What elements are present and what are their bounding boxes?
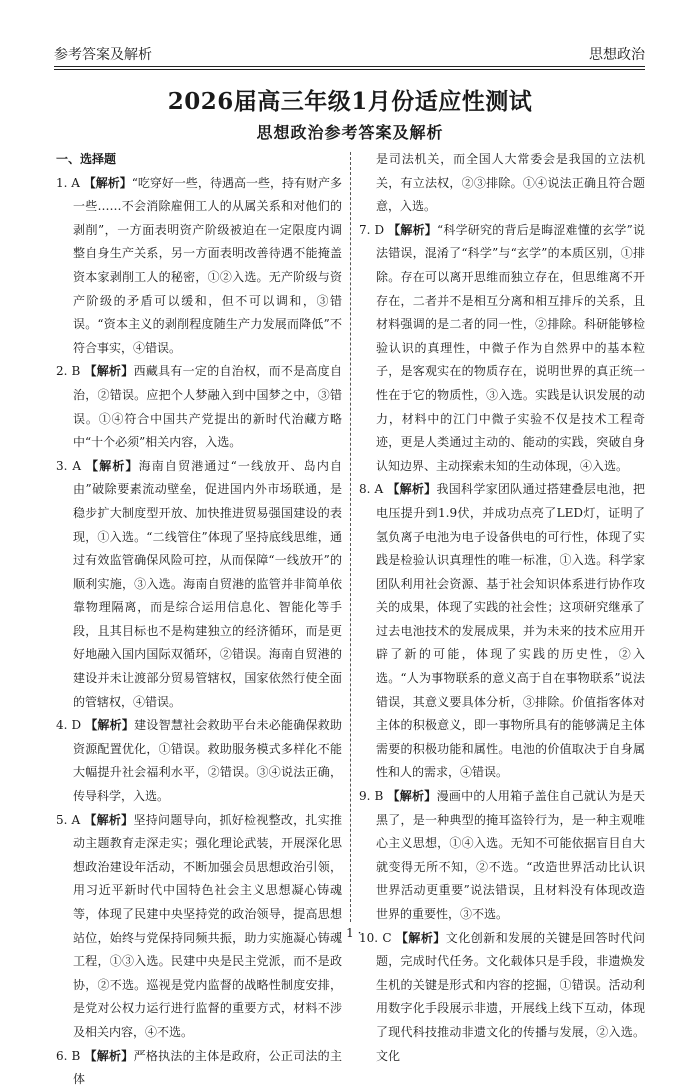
analysis-tag: 【解析】 <box>84 812 134 827</box>
answer-text: 建设智慧社会救助平台未必能确保救助资源配置优化，①错误。救助服务模式多样化不能大幅提升社会福利水平，②错误。③④说法正确，传导科学，入选。 <box>73 718 342 804</box>
column-divider <box>350 152 351 922</box>
analysis-tag: 【解析】 <box>86 458 139 473</box>
answer-item-1 <box>56 172 342 361</box>
answer-item-4 <box>56 714 342 808</box>
answer-text: 西藏具有一定的自治权，而不是高度自治，②错误。应把个人梦融入到中国梦之中，③错误。①④符合中国共产党提出的新时代治藏方略中“十个必须”相关内容，入选。 <box>73 364 342 450</box>
answer-item-6-continued: 是司法机关，而全国人大常委会是我国的立法机关，有立法权，②③排除。①④说法正确且符合题意，入选。 <box>376 152 645 214</box>
answer-text: “吃穿好一些，待遇高一些，持有财产多一些……不会消除雇佣工人的从属关系和对他们的剥削”，一方面表明资产阶级被迫在一定限度内调整自身生产关系，另一方面表明改善待遇不能掩盖资本家剥削工人的秘密，①②入选。无产阶级与资产阶级的矛盾可以缓和，但不可以调和，③错误。“资本主义的剥削程度随生产力发展而降低”不符合事实，④错误。 <box>73 175 342 355</box>
analysis-tag: 【解析】 <box>85 718 135 733</box>
answer-text: 文化创新和发展的关键是回答时代问题，完成时代任务。文化载体只是手段，非遗焕发生机的关键是形式和内容的挖掘，①错误。活动利用数字化手段展示非遗，开展线上线下互动，体现了现代科技推动非遗文化的传播与发展，②入选。文化 <box>376 930 645 1063</box>
page-number: · 1 · <box>338 926 362 940</box>
answer-number: 8. A <box>359 482 384 497</box>
answer-number: 3. A <box>56 458 82 473</box>
answer-number: 1. A <box>56 175 80 190</box>
analysis-tag: 【解析】 <box>388 222 438 237</box>
header-subject-label: 思想政治 <box>589 47 645 63</box>
answer-text: 漫画中的人用箱子盖住自己就认为是天黑了，是一种典型的掩耳盗铃行为，是一种主观唯心主义思想，①④入选。无知不可能依据盲目自大就变得无所不知，②不选。“改造世界活动比认识世界活动更重要”说法错误，且材料没有体现改造世界的重要性，③不选。 <box>376 789 645 921</box>
answer-number: 2. B <box>56 364 81 379</box>
answer-item-9 <box>359 785 645 927</box>
answer-item-2 <box>56 360 342 454</box>
answer-text: 我国科学家团队通过搭建叠层电池，把电压提升到1.9伏，并成功点亮了LED灯，证明了氢负离子电池为电子设备供电的可行性，体现了实践是检验认识真理性的唯一标准，①入选。科学家团队利用社会资源、基于社会知识体系进行协作攻关的成果，体现了实践的社会性；这项研究继承了过去电池技术的发展成果，并为未来的技术应用开辟了新的可能，体现了实践的历史性，②入选。“人为事物联系的意义高于自在事物联系”说法错误，其意义要具体分析，③排除。价值指客体对主体的积极意义，即一事物所具有的能够满足主体需要的积极功能和属性。电池的价值取决于自身属性和人的需求，④错误。 <box>376 482 645 780</box>
answer-number: 6. B <box>56 1048 81 1063</box>
analysis-tag: 【解析】 <box>84 364 134 379</box>
analysis-tag: 【解析】 <box>84 1048 134 1063</box>
answer-number: 4. D <box>56 718 82 733</box>
answer-item-8 <box>359 478 645 785</box>
analysis-tag: 【解析】 <box>83 175 132 190</box>
document-subtitle: 思想政治参考答案及解析 <box>256 123 444 142</box>
section-title: 一、选择题 <box>56 152 117 166</box>
analysis-tag: 【解析】 <box>387 789 437 804</box>
answer-text: “科学研究的背后是晦涩难懂的玄学”说法错误，混淆了“科学”与“玄学”的本质区别，①排除。存在可以离开思维而独立存在，但思维离不开存在，二者并不是相互分离和相互排斥的关系，且材料强调的是二者的同一性，②排除。科研能够检验认识的真理性，中微子作为自然界中的基本粒子，是客观实在的物质存在，说明世界的真正统一性在于它的物质性，③入选。实践是认识发展的动力，材料中的江门中微子实验不仅是技术工程奇迹，更是人类通过主动的、能动的实践，突破自身认知边界、主动探索未知的生动体现，④入选。 <box>376 222 645 473</box>
answer-text: 海南自贸港通过“一线放开、岛内自由”破除要素流动壁垒，促进国内外市场联通，是稳步扩大制度型开放、加快推进贸易强国建设的表现，①入选。“二线管住”体现了坚持底线思维，通过有效监管确保风险可控，从而保障“一线放开”的顺利实施，③入选。海南自贸港的监管并非简单依靠物理隔离，而是综合运用信息化、智能化等手段，且其目标也不是构建独立的经济循环，而是更好地融入国内国际双循环，②错误。海南自贸港的建设并未让渡部分贸易管辖权，国家依然行使全面的管辖权，④错误。 <box>73 458 342 709</box>
document-title: 2026届高三年级1月份适应性测试 <box>167 88 533 115</box>
answer-number: 5. A <box>56 812 81 827</box>
header-left-label: 参考答案及解析 <box>54 47 152 63</box>
answer-item-10 <box>359 927 645 1069</box>
header-rule-thick <box>54 66 645 67</box>
answer-number: 7. D <box>359 222 385 237</box>
answer-item-6 <box>56 1045 342 1092</box>
answer-item-7 <box>359 219 645 479</box>
analysis-tag: 【解析】 <box>395 930 446 945</box>
answer-text-continued: 严格执法的主体是政府，公正司法的主体 <box>73 1048 342 1087</box>
answer-number: 9. B <box>359 789 384 804</box>
page-header <box>54 38 645 68</box>
answer-item-3 <box>56 455 342 715</box>
header-rule-thin <box>54 69 645 70</box>
answer-number: 10. C <box>359 930 392 945</box>
left-column <box>56 148 342 1092</box>
analysis-tag: 【解析】 <box>387 482 437 497</box>
answer-text: 坚持问题导向，抓好检视整改，扎实推动主题教育走深走实；强化理论武装，开展深化思想政治建设年活动，不断加强会员思想政治引领，用习近平新时代中国特色社会主义思想凝心铸魂等，体现了民建中央坚持党的政治领导，提高思想站位，始终与党保持同频共振，助力实施凝心铸魂工程，①③入选。民建中央是民主党派，而不是政协，②不选。巡视是党内监督的战略性制度安排，是党对公权力运行进行监督的重要方式，材料不涉及相关内容，④不选。 <box>73 812 342 1039</box>
